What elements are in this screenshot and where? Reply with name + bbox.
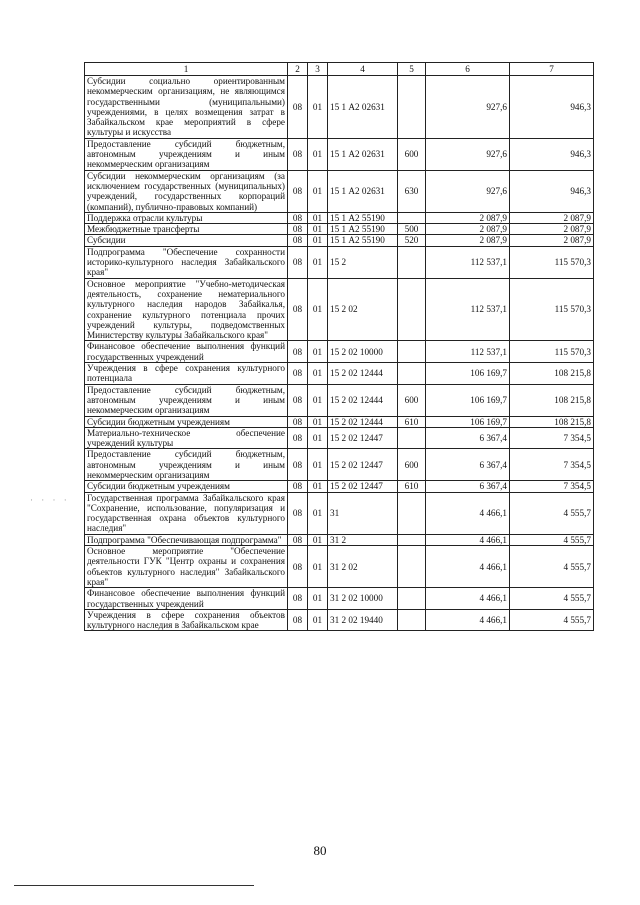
amount-year1-cell: 4 466,1 [426,492,510,534]
row-name-cell: Субсидии социально ориентированным некоммерческим организациям, не являющимся государственными (муниципальными) учреждениями, в целях возмещения затрат в Забайкальском крае мероприятий в сфере культуры и искусства [85,76,288,139]
table-header-row [85,63,594,76]
amount-year1-cell: 106 169,7 [426,384,510,416]
amount-year1-cell: 6 367,4 [426,427,510,449]
target-article-cell: 15 1 А2 02631 [328,138,398,170]
table-row [85,481,594,492]
subsection-code-cell: 01 [308,416,328,427]
row-name-cell: Основное мероприятие "Обеспечение деятельности ГУК "Центр охраны и сохранения объектов культурного наследия" Забайкальского края" [85,546,288,588]
target-article-cell: 15 2 02 12447 [328,427,398,449]
row-name-cell: Субсидии бюджетным учреждениям [85,481,288,492]
amount-year2-cell: 108 215,8 [510,384,594,416]
budget-table [84,62,594,631]
table-row [85,76,594,139]
row-name-cell: Материально-техническое обеспечение учреждений культуры [85,427,288,449]
table-row [85,246,594,278]
row-name-cell: Финансовое обеспечение выполнения функций государственных учреждений [85,341,288,363]
section-code-cell: 08 [288,588,308,610]
table-row [85,546,594,588]
target-article-cell: 15 1 А2 55190 [328,212,398,223]
section-code-cell: 08 [288,341,308,363]
subsection-code-cell: 01 [308,427,328,449]
amount-year1-cell: 112 537,1 [426,278,510,341]
amount-year2-cell: 7 354,5 [510,449,594,481]
row-name-cell: Субсидии бюджетным учреждениям [85,416,288,427]
column-header: 1 [85,63,288,76]
subsection-code-cell: 01 [308,212,328,223]
subsection-code-cell: 01 [308,224,328,235]
section-code-cell: 08 [288,384,308,416]
target-article-cell: 31 2 02 10000 [328,588,398,610]
table-row [85,170,594,212]
amount-year2-cell: 4 555,7 [510,546,594,588]
expense-type-cell [398,363,426,385]
target-article-cell: 15 2 02 12444 [328,384,398,416]
amount-year2-cell: 2 087,9 [510,224,594,235]
target-article-cell: 15 1 А2 02631 [328,76,398,139]
table-row [85,492,594,534]
target-article-cell: 31 2 02 [328,546,398,588]
target-article-cell: 15 2 02 12444 [328,416,398,427]
amount-year2-cell: 115 570,3 [510,278,594,341]
amount-year2-cell: 108 215,8 [510,363,594,385]
amount-year1-cell: 106 169,7 [426,416,510,427]
expense-type-cell [398,534,426,545]
table-row [85,449,594,481]
section-code-cell: 08 [288,278,308,341]
target-article-cell: 15 2 02 12444 [328,363,398,385]
table-row [85,534,594,545]
section-code-cell: 08 [288,416,308,427]
row-name-cell: Поддержка отрасли культуры [85,212,288,223]
column-header: 5 [398,63,426,76]
expense-type-cell: 600 [398,384,426,416]
expense-type-cell [398,278,426,341]
section-code-cell: 08 [288,138,308,170]
amount-year2-cell: 7 354,5 [510,481,594,492]
table-row [85,278,594,341]
amount-year2-cell: 4 555,7 [510,609,594,631]
expense-type-cell: 600 [398,138,426,170]
target-article-cell: 15 2 02 12447 [328,481,398,492]
subsection-code-cell: 01 [308,278,328,341]
row-name-cell: Предоставление субсидий бюджетным, автономным учреждениям и иным некоммерческим организациям [85,449,288,481]
row-name-cell: Подпрограмма "Обеспечение сохранности историко-культурного наследия Забайкальского края" [85,246,288,278]
target-article-cell: 15 2 [328,246,398,278]
row-name-cell: Финансовое обеспечение выполнения функций государственных учреждений [85,588,288,610]
section-code-cell: 08 [288,246,308,278]
expense-type-cell: 500 [398,224,426,235]
target-article-cell: 15 1 А2 02631 [328,170,398,212]
target-article-cell: 31 2 [328,534,398,545]
table-row [85,212,594,223]
amount-year2-cell: 108 215,8 [510,416,594,427]
column-header: 3 [308,63,328,76]
subsection-code-cell: 01 [308,341,328,363]
amount-year1-cell: 2 087,9 [426,224,510,235]
section-code-cell: 08 [288,609,308,631]
amount-year2-cell: 946,3 [510,138,594,170]
target-article-cell: 15 1 А2 55190 [328,224,398,235]
table-row [85,224,594,235]
footer-rule [14,885,254,886]
amount-year1-cell: 927,6 [426,76,510,139]
subsection-code-cell: 01 [308,449,328,481]
expense-type-cell [398,492,426,534]
amount-year2-cell: 4 555,7 [510,492,594,534]
row-name-cell: Субсидии [85,235,288,246]
section-code-cell: 08 [288,170,308,212]
subsection-code-cell: 01 [308,546,328,588]
subsection-code-cell: 01 [308,363,328,385]
amount-year1-cell: 2 087,9 [426,235,510,246]
amount-year2-cell: 115 570,3 [510,246,594,278]
amount-year2-cell: 946,3 [510,76,594,139]
subsection-code-cell: 01 [308,534,328,545]
section-code-cell: 08 [288,363,308,385]
expense-type-cell [398,427,426,449]
section-code-cell: 08 [288,449,308,481]
row-name-cell: Предоставление субсидий бюджетным, автономным учреждениям и иным некоммерческим организациям [85,384,288,416]
expense-type-cell: 520 [398,235,426,246]
section-code-cell: 08 [288,212,308,223]
amount-year2-cell: 4 555,7 [510,534,594,545]
table-row [85,363,594,385]
subsection-code-cell: 01 [308,170,328,212]
amount-year1-cell: 4 466,1 [426,609,510,631]
page-number: 80 [313,843,327,858]
amount-year1-cell: 106 169,7 [426,363,510,385]
expense-type-cell [398,246,426,278]
section-code-cell: 08 [288,76,308,139]
row-name-cell: Основное мероприятие "Учебно-методическая деятельность, сохранение нематериального культурного наследия народов Забайкалья, сохранение культурного потенциала прочих учреждений культуры, подведомственных Министерству культуры Забайкальского края" [85,278,288,341]
section-code-cell: 08 [288,427,308,449]
column-header: 4 [328,63,398,76]
amount-year2-cell: 7 354,5 [510,427,594,449]
amount-year1-cell: 6 367,4 [426,481,510,492]
expense-type-cell [398,76,426,139]
section-code-cell: 08 [288,534,308,545]
table-row [85,427,594,449]
target-article-cell: 31 2 02 19440 [328,609,398,631]
amount-year2-cell: 2 087,9 [510,212,594,223]
subsection-code-cell: 01 [308,138,328,170]
expense-type-cell: 610 [398,481,426,492]
table-row [85,609,594,631]
target-article-cell: 15 2 02 10000 [328,341,398,363]
subsection-code-cell: 01 [308,384,328,416]
expense-type-cell: 630 [398,170,426,212]
row-name-cell: Предоставление субсидий бюджетным, автономным учреждениям и иным некоммерческим организациям [85,138,288,170]
row-name-cell: Учреждения в сфере сохранения культурного потенциала [85,363,288,385]
section-code-cell: 08 [288,492,308,534]
amount-year1-cell: 112 537,1 [426,246,510,278]
margin-marks: · · · · [30,495,70,505]
row-name-cell: Межбюджетные трансферты [85,224,288,235]
row-name-cell: Подпрограмма "Обеспечивающая подпрограмма" [85,534,288,545]
expense-type-cell: 600 [398,449,426,481]
subsection-code-cell: 01 [308,76,328,139]
target-article-cell: 15 1 А2 55190 [328,235,398,246]
amount-year1-cell: 112 537,1 [426,341,510,363]
amount-year1-cell: 927,6 [426,170,510,212]
expense-type-cell: 610 [398,416,426,427]
amount-year1-cell: 6 367,4 [426,449,510,481]
expense-type-cell [398,212,426,223]
expense-type-cell [398,609,426,631]
subsection-code-cell: 01 [308,609,328,631]
subsection-code-cell: 01 [308,492,328,534]
subsection-code-cell: 01 [308,246,328,278]
amount-year1-cell: 4 466,1 [426,534,510,545]
table-row [85,138,594,170]
table-row [85,416,594,427]
amount-year1-cell: 927,6 [426,138,510,170]
section-code-cell: 08 [288,224,308,235]
target-article-cell: 15 2 02 12447 [328,449,398,481]
table-body [85,76,594,631]
subsection-code-cell: 01 [308,235,328,246]
column-header: 6 [426,63,510,76]
amount-year2-cell: 2 087,9 [510,235,594,246]
amount-year1-cell: 4 466,1 [426,588,510,610]
subsection-code-cell: 01 [308,481,328,492]
column-header: 7 [510,63,594,76]
row-name-cell: Субсидии некоммерческим организациям (за исключением государственных (муниципальных) учреждений, государственных корпораций (компаний), публично-правовых компаний) [85,170,288,212]
subsection-code-cell: 01 [308,588,328,610]
expense-type-cell [398,588,426,610]
section-code-cell: 08 [288,481,308,492]
target-article-cell: 15 2 02 [328,278,398,341]
expense-type-cell [398,341,426,363]
target-article-cell: 31 [328,492,398,534]
amount-year2-cell: 946,3 [510,170,594,212]
section-code-cell: 08 [288,546,308,588]
column-header: 2 [288,63,308,76]
amount-year2-cell: 115 570,3 [510,341,594,363]
amount-year1-cell: 4 466,1 [426,546,510,588]
row-name-cell: Учреждения в сфере сохранения объектов культурного наследия в Забайкальском крае [85,609,288,631]
amount-year2-cell: 4 555,7 [510,588,594,610]
table-row [85,341,594,363]
amount-year1-cell: 2 087,9 [426,212,510,223]
table-row [85,235,594,246]
table-row [85,384,594,416]
expense-type-cell [398,546,426,588]
row-name-cell: Государственная программа Забайкальского края "Сохранение, использование, популяризация и государственная охрана объектов культурного наследия" [85,492,288,534]
section-code-cell: 08 [288,235,308,246]
table-row [85,588,594,610]
